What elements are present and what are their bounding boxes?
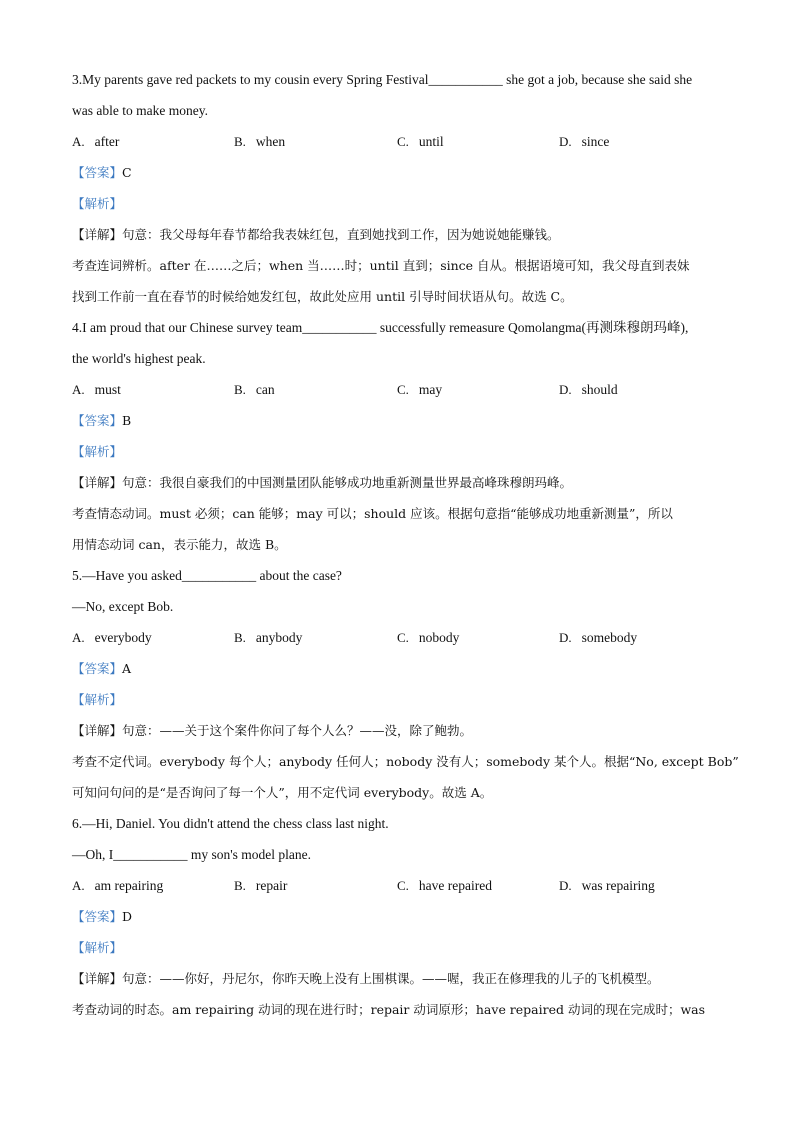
question-4 xyxy=(72,312,724,560)
analysis-line: 【解析】 xyxy=(72,940,123,955)
analysis-line: 【解析】 xyxy=(72,692,123,707)
detail-line: 可知问句问的是“是否询问了每一个人”，用不定代词 everybody。故选 A。 xyxy=(72,785,493,800)
option-d: D. should xyxy=(559,382,618,397)
option-c: C. may xyxy=(397,382,443,397)
option-c: C. have repaired xyxy=(397,878,492,893)
detail-line: 【详解】句意：我很自豪我们的中国测量团队能够成功地重新测量世界最高峰珠穆朗玛峰。 xyxy=(72,475,573,490)
detail-line: 考查不定代词。everybody 每个人；anybody 任何人；nobody 没有人；somebody 某个人。根据“No, except Bob” xyxy=(72,754,739,769)
option-a: A. am repairing xyxy=(72,878,164,893)
detail-line: 【详解】句意：我父母每年春节都给我表妹红包，直到她找到工作，因为她说她能赚钱。 xyxy=(72,227,560,242)
answer-line: 【答案】C xyxy=(72,165,132,180)
question-stem-line: the world's highest peak. xyxy=(72,351,206,366)
answer-line: 【答案】B xyxy=(72,413,132,428)
options-row xyxy=(72,126,724,157)
option-a: A. everybody xyxy=(72,630,152,645)
detail-line: 考查连词辨析。after 在……之后；when 当……时；until 直到；since 自从。根据语境可知，我父母直到表妹 xyxy=(72,258,690,273)
option-c: C. nobody xyxy=(397,630,460,645)
options-row xyxy=(72,622,724,653)
detail-line: 找到工作前一直在春节的时候给她发红包，故此处应用 until 引导时间状语从句。故选 C。 xyxy=(72,289,573,304)
question-stem-line: 4.I am proud that our Chinese survey team___________ successfully remeasure Qomolangma(再测珠穆朗玛峰), xyxy=(72,320,689,335)
option-d: D. was repairing xyxy=(559,878,655,893)
options-row xyxy=(72,374,724,405)
question-stem-line: 6.—Hi, Daniel. You didn't attend the chess class last night. xyxy=(72,816,389,831)
option-b: B. when xyxy=(234,134,286,149)
question-stem-line: 3.My parents gave red packets to my cousin every Spring Festival___________ she got a job, because she said she xyxy=(72,72,693,87)
option-a: A. must xyxy=(72,382,121,397)
option-c: C. until xyxy=(397,134,444,149)
question-stem-line: —No, except Bob. xyxy=(72,599,174,614)
option-a: A. after xyxy=(72,134,120,149)
question-5 xyxy=(72,560,739,808)
analysis-line: 【解析】 xyxy=(72,444,123,459)
question-3 xyxy=(72,64,724,312)
answer-line: 【答案】D xyxy=(72,909,133,924)
option-b: B. anybody xyxy=(234,630,303,645)
option-d: D. somebody xyxy=(559,630,638,645)
question-stem-line: was able to make money. xyxy=(72,103,208,118)
question-stem-line: —Oh, I___________ my son's model plane. xyxy=(72,847,312,862)
question-stem-line: 5.—Have you asked___________ about the case? xyxy=(72,568,342,583)
detail-line: 【详解】句意：——你好，丹尼尔，你昨天晚上没有上围棋课。——喔，我正在修理我的儿子的飞机模型。 xyxy=(72,971,660,986)
question-6 xyxy=(72,808,724,1025)
document-page xyxy=(72,64,739,1025)
detail-line: 考查情态动词。must 必须；can 能够；may 可以；should 应该。根据句意指“能够成功地重新测量”，所以 xyxy=(72,506,673,521)
analysis-line: 【解析】 xyxy=(72,196,123,211)
detail-line: 考查动词的时态。am repairing 动词的现在进行时；repair 动词原形；have repaired 动词的现在完成时；was xyxy=(72,1002,706,1017)
option-b: B. can xyxy=(234,382,275,397)
option-d: D. since xyxy=(559,134,610,149)
answer-line: 【答案】A xyxy=(72,661,132,676)
option-b: B. repair xyxy=(234,878,288,893)
options-row xyxy=(72,870,724,901)
detail-line: 用情态动词 can，表示能力，故选 B。 xyxy=(72,537,287,552)
detail-line: 【详解】句意：——关于这个案件你问了每个人么？——没，除了鲍勃。 xyxy=(72,723,473,738)
